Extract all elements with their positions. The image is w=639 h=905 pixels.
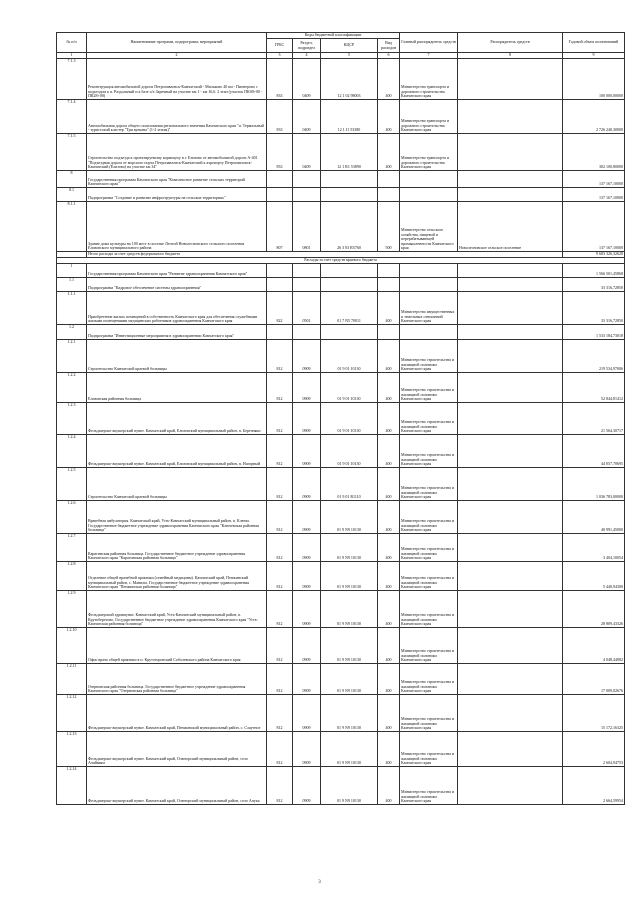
row-ksr: 01 9 N9 10130 [321,766,378,804]
column-number: 9 [563,53,625,59]
row-name: Подпрограмма "Кадровое обеспечение системы здравоохранения" [87,277,267,291]
row-ksr: 01 9 01 R1110 [321,467,378,500]
column-number: 1 [57,53,87,59]
row-name: Карагинская районная больница. Государственное бюджетное учреждение здравоохранения Камчатского края "Карагинская районная больница" [87,533,267,561]
subtotal-label: Итого расходы за счет средств федерального бюджета [87,251,563,257]
row-razdel: 0501 [293,291,321,324]
row-admin [400,263,458,277]
row-name: Врачебная амбулатория. Камчатский край, Усть-Камчатский муниципальный район, п. Ключи. Государственное бюджетное учреждение здравоохранения Камчатского края "Ключевская районная больница" [87,500,267,533]
row-name: Реконструкция автомобильной дороги Петропавловск-Камчатский - Мильково 40 км - Пионерово с подъездом к п. Раздольный и к базе о/х Заречный на участке км 1 - км 16,6. 2 этап (участок ПК00+00 - ПК28+00) [87,58,267,99]
row-ksr: 01 9 N9 10130 [321,500,378,533]
row-admin: Министерство строительства и жилищной политики Камчатского края [400,533,458,561]
row-razdel: 0909 [293,500,321,533]
row-vid: 400 [378,402,400,434]
row-number: 1.2.11 [57,663,87,694]
col-admin-header: Главный распорядитель средств [400,33,458,53]
row-razdel: 0409 [293,58,321,99]
row-ksr: 26 3 03 R5760 [321,201,378,251]
row-ksr: 12 1 J1 53380 [321,99,378,133]
row-number: 1.2.2 [57,372,87,402]
row-name: Фельдшерский здравпункт. Камчатский край, Усть-Камчатский муниципальный район, п. Крутоберегово. Государственное бюджетное учреждение здравоохранения Камчатского края "Усть-Камчатская районная больница" [87,590,267,627]
row-recipient [458,663,563,694]
row-name: Офис врача общей практики в п. Крутогоровский Соболевского района Камчатского края [87,627,267,663]
row-vid [378,277,400,291]
table-row [57,170,625,187]
row-ksr: 01 9 N9 10130 [321,590,378,627]
row-total: 2 604,94753 [563,731,625,766]
col-vid-header: Вид расходов [378,39,400,53]
row-razdel: 0909 [293,372,321,402]
section-title: Расходы за счет средств краевого бюджета [57,257,625,263]
table-row [57,434,625,467]
row-name: Фельдшерско-акушерский пункт. Камчатский край, Пенжинский муниципальный район, с. Слаутное [87,694,267,731]
row-grbs [267,324,293,339]
row-name: Приобретение жилых помещений в собственность Камчатского края для обеспечения служебными жилыми помещениями медицинских работников здравоохранения Камчатского края [87,291,267,324]
table-row [57,133,625,170]
row-razdel [293,263,321,277]
row-grbs: 812 [267,694,293,731]
table-row [57,590,625,627]
row-admin: Министерство строительства и жилищной политики Камчатского края [400,372,458,402]
row-admin: Министерство строительства и жилищной политики Камчатского края [400,561,458,590]
row-recipient [458,731,563,766]
row-recipient [458,339,563,372]
row-recipient [458,500,563,533]
row-total: 33 316,72850 [563,291,625,324]
row-number: 1.2.9 [57,590,87,627]
row-number: 1.2.13 [57,731,87,766]
row-number: 1.2.5 [57,467,87,500]
row-admin: Министерство строительства и жилищной политики Камчатского края [400,434,458,467]
row-recipient [458,533,563,561]
row-number: 1.2.1 [57,339,87,372]
row-grbs: 812 [267,663,293,694]
row-admin: Министерство строительства и жилищной политики Камчатского края [400,500,458,533]
row-number: 7.1.4 [57,99,87,133]
row-ksr: 01 9 01 10130 [321,372,378,402]
row-number: 1.2.12 [57,694,87,731]
row-number: 1.1 [57,277,87,291]
row-number: 1.2.6 [57,500,87,533]
row-number: 7.1.3 [57,58,87,99]
row-recipient [458,694,563,731]
row-ksr: 01 9 N9 10130 [321,561,378,590]
row-recipient [458,133,563,170]
row-razdel: 0909 [293,627,321,663]
row-name: Отделение общей врачебной практики (семейный медицины). Камчатский край, Пенжинский муниципальный район, с. Манилы. Государственное бюджетное учреждение здравоохранения Камчатского края "Пенжинская районная больница" [87,561,267,590]
table-row [57,694,625,731]
row-razdel [293,187,321,201]
table-body [57,58,625,804]
table-row [57,402,625,434]
row-recipient [458,277,563,291]
table-row [57,372,625,402]
row-razdel: 0909 [293,434,321,467]
row-razdel: 0909 [293,402,321,434]
row-vid: 400 [378,434,400,467]
row-vid [378,324,400,339]
row-razdel [293,324,321,339]
row-vid: 400 [378,694,400,731]
column-number: 7 [400,53,458,59]
row-ksr: 01 7 N5 70011 [321,291,378,324]
row-total: 137 167,10000 [563,170,625,187]
row-total: 52 844,81412 [563,372,625,402]
row-admin: Министерство транспорта и дорожного строительства Камчатского края [400,133,458,170]
row-total: 44 057,70695 [563,434,625,467]
row-name: Озерновская районная больница. Государственное бюджетное учреждение здравоохранения Камчатского края "Озерновская районная больница" [87,663,267,694]
table-row [57,339,625,372]
row-admin: Министерство строительства и жилищной политики Камчатского края [400,339,458,372]
row-vid: 400 [378,731,400,766]
row-number: 1.2.14 [57,766,87,804]
row-grbs: 812 [267,590,293,627]
row-vid: 400 [378,58,400,99]
row-grbs: 812 [267,731,293,766]
row-admin: Министерство имущественных и земельных отношений Камчатского края [400,291,458,324]
column-number: 3 [267,53,293,59]
row-total: 4 048,44082 [563,627,625,663]
row-recipient [458,434,563,467]
row-name: Елизовская районная больница [87,372,267,402]
row-vid: 400 [378,467,400,500]
row-recipient [458,99,563,133]
row-grbs: 812 [267,339,293,372]
row-vid [378,263,400,277]
row-ksr: 01 9 N9 10130 [321,731,378,766]
row-vid: 400 [378,561,400,590]
row-grbs: 812 [267,766,293,804]
row-number: 7.1.5 [57,133,87,170]
row-total: 15 172,16325 [563,694,625,731]
col-recipient-header: Распорядитель средств [458,33,563,53]
row-razdel: 0409 [293,133,321,170]
row-admin: Министерство строительства и жилищной политики Камчатского края [400,627,458,663]
row-vid: 400 [378,291,400,324]
row-grbs: 812 [267,561,293,590]
row-razdel: 0909 [293,339,321,372]
row-razdel: 0909 [293,766,321,804]
row-grbs [267,277,293,291]
table-row [57,263,625,277]
row-total: 2 664,59954 [563,766,625,804]
row-grbs: 812 [267,533,293,561]
col-razdel-header: Раздел, подраздел [293,39,321,53]
row-grbs [267,170,293,187]
table-row [57,201,625,251]
row-admin: Министерство строительства и жилищной политики Камчатского края [400,766,458,804]
row-razdel: 0909 [293,533,321,561]
row-admin: Министерство строительства и жилищной политики Камчатского края [400,402,458,434]
row-number: 1 [57,263,87,277]
row-number: 1.2.4 [57,434,87,467]
row-ksr: 12 1 R1 53890 [321,133,378,170]
row-grbs: 812 [267,500,293,533]
row-total: 5 440,94300 [563,561,625,590]
row-recipient [458,467,563,500]
page-number: 3 [318,880,321,885]
row-total: 137 167,10000 [563,187,625,201]
row-ksr: 01 9 N9 10130 [321,533,378,561]
row-total: 40 991,45000 [563,500,625,533]
row-vid [378,187,400,201]
row-recipient [458,170,563,187]
row-admin [400,170,458,187]
row-ksr: 12 1 02 98003 [321,58,378,99]
row-number: 1.2.8 [57,561,87,590]
col-grbs-header: ГРБС [267,39,293,53]
row-total: 1 533 184,73018 [563,324,625,339]
table-row [57,627,625,663]
row-name: Автомобильная дорога общего пользования регионального значения Камчатского края "п. Термальный - туристский кластер "Три вулкана" (1-2 этапы)" [87,99,267,133]
row-ksr: 01 9 N9 10130 [321,663,378,694]
row-total: 137 167,10000 [563,201,625,251]
row-recipient [458,372,563,402]
row-grbs [267,263,293,277]
row-vid: 400 [378,133,400,170]
row-total: 1 566 501,45868 [563,263,625,277]
row-total: 3 404,10054 [563,533,625,561]
row-grbs: 812 [267,467,293,500]
row-number: 8.1 [57,187,87,201]
row-admin [400,324,458,339]
row-ksr: 01 9 01 10130 [321,434,378,467]
column-number: 5 [321,53,378,59]
row-recipient [458,58,563,99]
row-number: 1.2.3 [57,402,87,434]
row-admin: Министерство строительства и жилищной политики Камчатского края [400,731,458,766]
table-row [57,500,625,533]
column-number: 6 [378,53,400,59]
column-number: 4 [293,53,321,59]
row-total: 9 683 326,32628 [563,251,625,257]
row-ksr: 01 9 N9 10130 [321,627,378,663]
row-grbs: 833 [267,99,293,133]
row-number: 1.1.1 [57,291,87,324]
row-vid: 400 [378,663,400,694]
row-name: Строительство подъезда к проектируемому кормоцеху в г. Елизово от автомобильной дороги А-401 "Подъездная дорога от морского порта Петропавловск-Камчатский к аэропорту Петропавловск-Камчатский (Елизово) на участке км 34" [87,133,267,170]
row-grbs: 833 [267,133,293,170]
row-ksr [321,263,378,277]
row-grbs [267,187,293,201]
row-recipient [458,187,563,201]
row-razdel [293,170,321,187]
row-razdel: 0909 [293,467,321,500]
table-row [57,663,625,694]
table-row [57,766,625,804]
row-vid: 400 [378,766,400,804]
row-recipient [458,590,563,627]
col-total-header: Годовой объем ассигнований [563,33,625,53]
row-number: 1.2.10 [57,627,87,663]
row-total: 219 534,97006 [563,339,625,372]
row-ksr [321,277,378,291]
row-razdel: 0909 [293,663,321,694]
row-name: Фельдшерско-акушерский пункт. Камчатский край, Олюторский муниципальный район, село Ачайваям [87,731,267,766]
row-razdel: 0801 [293,201,321,251]
row-ksr: 01 9 01 10130 [321,402,378,434]
row-razdel: 0909 [293,590,321,627]
row-razdel: 0909 [293,561,321,590]
row-recipient [458,561,563,590]
row-grbs: 812 [267,627,293,663]
table-row [57,731,625,766]
col-name-header: Наименование программ, подпрограмм, мероприятий [87,33,267,53]
row-recipient [458,324,563,339]
col-ksr-header: КЦСР [321,39,378,53]
row-name: Строительство Камчатской краевой больницы [87,467,267,500]
row-recipient [458,402,563,434]
row-number: 1.2 [57,324,87,339]
column-number: 2 [87,53,267,59]
row-admin [400,187,458,201]
row-admin: Министерство транспорта и дорожного строительства Камчатского края [400,99,458,133]
table-row [57,533,625,561]
row-recipient [458,627,563,663]
table-row [57,467,625,500]
row-razdel: 0909 [293,694,321,731]
row-razdel: 0409 [293,99,321,133]
row-ksr: 01 9 N9 10130 [321,694,378,731]
row-total: 33 316,72850 [563,277,625,291]
row-admin [400,277,458,291]
row-name: Здание дома культуры на 100 мест в поселке Лесной Новолесновского сельского поселения Елизовского муниципального района [87,201,267,251]
table-row [57,187,625,201]
col-codes-header: Коды бюджетной классификации [267,33,400,39]
row-name: Подпрограмма "Создание и развитие инфраструктуры на сельских территориях" [87,187,267,201]
row-grbs: 812 [267,402,293,434]
row-grbs: 812 [267,372,293,402]
row-total: 21 564,30717 [563,402,625,434]
row-total: 302 100,80000 [563,133,625,170]
table-row [57,561,625,590]
row-vid: 400 [378,500,400,533]
table-row [57,277,625,291]
row-admin: Министерство строительства и жилищной политики Камчатского края [400,590,458,627]
row-ksr [321,324,378,339]
row-number: 8.1.1 [57,201,87,251]
column-number: 8 [458,53,563,59]
row-recipient [458,263,563,277]
row-vid [378,170,400,187]
row-vid: 400 [378,533,400,561]
row-ksr: 01 9 01 10130 [321,339,378,372]
row-vid: 400 [378,339,400,372]
row-razdel: 0909 [293,731,321,766]
row-admin: Министерство строительства и жилищной политики Камчатского края [400,663,458,694]
row-total: 100 000,00000 [563,58,625,99]
row-total: 17 009,02676 [563,663,625,694]
row-name: Фельдшерско-акушерский пункт. Камчатский край, Елизовский муниципальный район, п. Березняки [87,402,267,434]
row-vid: 400 [378,99,400,133]
row-name: Государственная программа Камчатского края "Развитие здравоохранения Камчатского края" [87,263,267,277]
table-row [57,291,625,324]
row-recipient [458,291,563,324]
table-header [57,33,625,59]
table-row [57,58,625,99]
row-vid: 400 [378,627,400,663]
row-vid: 400 [378,372,400,402]
row-recipient: Новолесновское сельское поселение [458,201,563,251]
row-total: 2 726 240,30000 [563,99,625,133]
row-total: 1 036 783,00000 [563,467,625,500]
budget-table [56,32,625,805]
row-razdel [293,277,321,291]
row-admin: Министерство сельского хозяйства, пищевой и перерабатывающей промышленности Камчатского края [400,201,458,251]
row-grbs: 822 [267,291,293,324]
row-number: 8 [57,170,87,187]
row-total: 28 809,43326 [563,590,625,627]
row-admin: Министерство строительства и жилищной политики Камчатского края [400,694,458,731]
row-name: Фельдшерско-акушерский пункт. Камчатский край, Олюторский муниципальный район, село Апука [87,766,267,804]
col-num-header: № п/п [57,33,87,53]
row-grbs: 833 [267,58,293,99]
row-recipient [458,766,563,804]
row-grbs: 807 [267,201,293,251]
row-name: Подпрограмма "Инвестиционные мероприятия в здравоохранении Камчатского края" [87,324,267,339]
table-row [57,99,625,133]
row-vid: 500 [378,201,400,251]
row-name: Строительство Камчатской краевой больницы [87,339,267,372]
row-name: Фельдшерско-акушерский пункт. Камчатский край, Елизовский муниципальный район, п. Нагорный [87,434,267,467]
table-row [57,324,625,339]
row-vid: 400 [378,590,400,627]
row-admin: Министерство строительства и жилищной политики Камчатского края [400,467,458,500]
row-name: Государственная программа Камчатского края "Комплексное развитие сельских территорий Камчатского края" [87,170,267,187]
row-admin: Министерство транспорта и дорожного строительства Камчатского края [400,58,458,99]
row-grbs: 812 [267,434,293,467]
row-ksr [321,170,378,187]
row-number: 1.2.7 [57,533,87,561]
row-ksr [321,187,378,201]
